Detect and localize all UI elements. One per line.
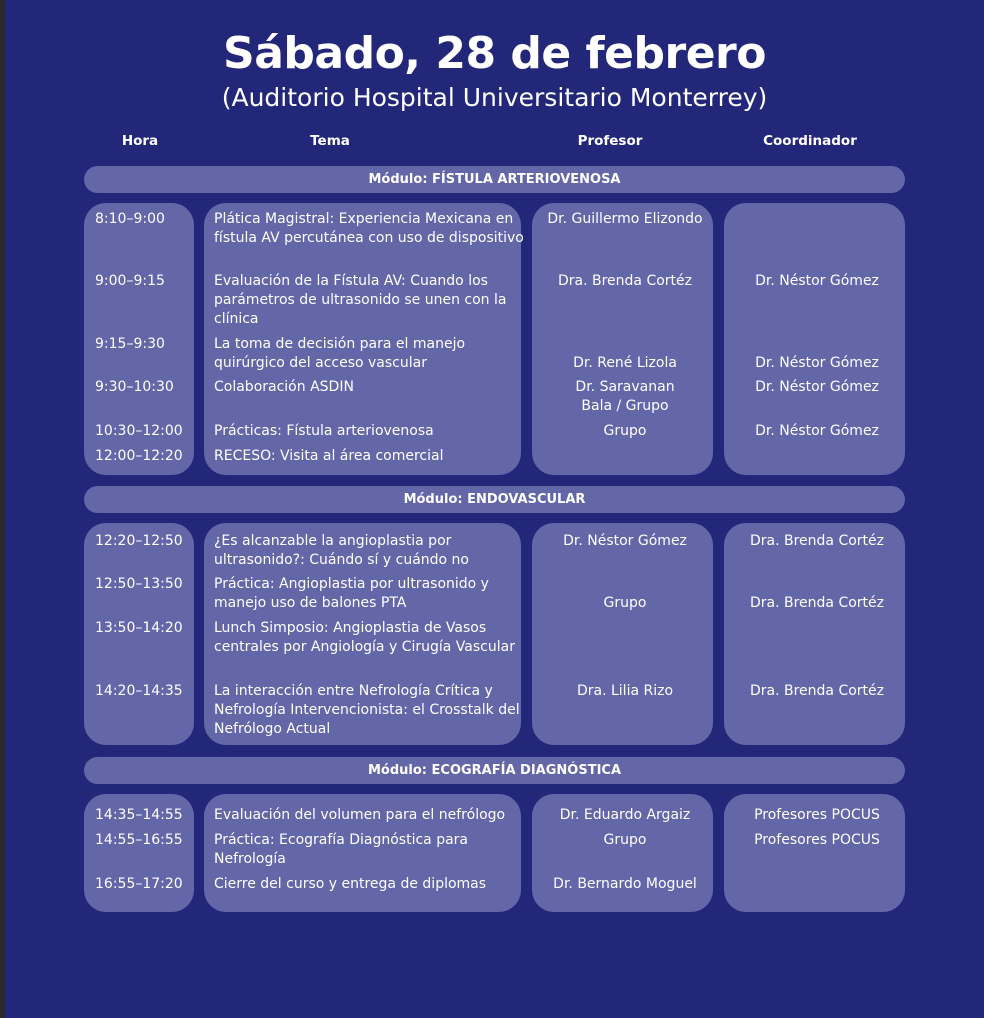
row-coordinador: Profesores POCUS bbox=[754, 807, 880, 823]
row-hora: 14:35–14:55 bbox=[95, 807, 183, 823]
row-hora: 14:20–14:35 bbox=[95, 683, 183, 699]
row-tema: Cierre del curso y entrega de diplomas bbox=[214, 876, 487, 892]
row-tema: La interacción entre Nefrología Crítica y Nefrología Intervencionista: el Crosstalk del Nefrólogo Actual bbox=[214, 683, 520, 737]
row-hora: 9:30–10:30 bbox=[95, 379, 174, 395]
row-hora: 12:00–12:20 bbox=[95, 448, 183, 464]
row-tema: Plática Magistral: Experiencia Mexicana en fístula AV percutánea con uso de dispositivo bbox=[214, 211, 524, 246]
page-subtitle: (Auditorio Hospital Universitario Monterrey) bbox=[221, 83, 768, 112]
row-tema: Evaluación del volumen para el nefrólogo bbox=[214, 807, 506, 823]
row-hora: 10:30–12:00 bbox=[95, 423, 183, 439]
row-profesor: Dra. Brenda Cortéz bbox=[557, 273, 693, 289]
row-coordinador: Dra. Brenda Cortéz bbox=[749, 595, 885, 611]
column-header-hora: Hora bbox=[121, 133, 159, 149]
row-profesor: Dr. Guillermo Elizondo bbox=[547, 211, 703, 227]
row-tema: ¿Es alcanzable la angioplastia por ultrasonido?: Cuándo sí y cuándo no bbox=[214, 533, 469, 568]
coordinador-column-bg bbox=[724, 523, 905, 745]
row-tema: Evaluación de la Fístula AV: Cuando los parámetros de ultrasonido se unen con la clínica bbox=[214, 273, 507, 327]
row-profesor: Dr. Eduardo Argaiz bbox=[559, 807, 691, 823]
column-header-profesor: Profesor bbox=[577, 133, 643, 149]
row-profesor: Grupo bbox=[603, 423, 647, 439]
row-coordinador: Dr. Néstor Gómez bbox=[755, 273, 879, 289]
row-tema: Práctica: Angioplastia por ultrasonido y manejo uso de balones PTA bbox=[214, 576, 489, 611]
row-coordinador: Dra. Brenda Cortéz bbox=[749, 533, 885, 549]
row-hora: 8:10–9:00 bbox=[95, 211, 165, 227]
row-coordinador: Dr. Néstor Gómez bbox=[755, 355, 879, 371]
row-tema: Práctica: Ecografía Diagnóstica para Nefrología bbox=[214, 832, 469, 867]
module-title-fistula: Módulo: FÍSTULA ARTERIOVENOSA bbox=[84, 166, 905, 193]
row-hora: 14:55–16:55 bbox=[95, 832, 183, 848]
row-profesor: Dr. Néstor Gómez bbox=[563, 533, 687, 549]
profesor-column-bg bbox=[532, 523, 713, 745]
row-coordinador: Profesores POCUS bbox=[754, 832, 880, 848]
row-hora: 12:50–13:50 bbox=[95, 576, 183, 592]
row-hora: 16:55–17:20 bbox=[95, 876, 183, 892]
row-tema: Prácticas: Fístula arteriovenosa bbox=[214, 423, 434, 439]
column-header-tema: Tema bbox=[310, 133, 350, 149]
row-coordinador: Dr. Néstor Gómez bbox=[755, 423, 879, 439]
program-page bbox=[5, 0, 984, 1018]
module-title-ecografia: Módulo: ECOGRAFÍA DIAGNÓSTICA bbox=[84, 757, 905, 784]
row-coordinador: Dr. Néstor Gómez bbox=[755, 379, 879, 395]
module-title-endovascular: Módulo: ENDOVASCULAR bbox=[84, 486, 905, 513]
row-profesor: Dr. Saravanan Bala / Grupo bbox=[575, 379, 675, 414]
page-title: Sábado, 28 de febrero bbox=[223, 28, 766, 79]
row-profesor: Grupo bbox=[603, 595, 647, 611]
row-profesor: Dr. Bernardo Moguel bbox=[553, 876, 697, 892]
row-profesor: Dra. Lilia Rizo bbox=[576, 683, 674, 699]
row-hora: 12:20–12:50 bbox=[95, 533, 183, 549]
row-hora: 9:00–9:15 bbox=[95, 273, 165, 289]
row-profesor: Grupo bbox=[603, 832, 647, 848]
row-hora: 13:50–14:20 bbox=[95, 620, 183, 636]
column-header-coordinador: Coordinador bbox=[763, 133, 857, 149]
row-tema: RECESO: Visita al área comercial bbox=[214, 448, 444, 464]
row-profesor: Dr. René Lizola bbox=[573, 355, 677, 371]
row-hora: 9:15–9:30 bbox=[95, 336, 165, 352]
row-tema: Lunch Simposio: Angioplastia de Vasos centrales por Angiología y Cirugía Vascular bbox=[214, 620, 515, 655]
row-tema: Colaboración ASDIN bbox=[214, 379, 354, 395]
row-tema: La toma de decisión para el manejo quirúrgico del acceso vascular bbox=[214, 336, 466, 371]
row-coordinador: Dra. Brenda Cortéz bbox=[749, 683, 885, 699]
